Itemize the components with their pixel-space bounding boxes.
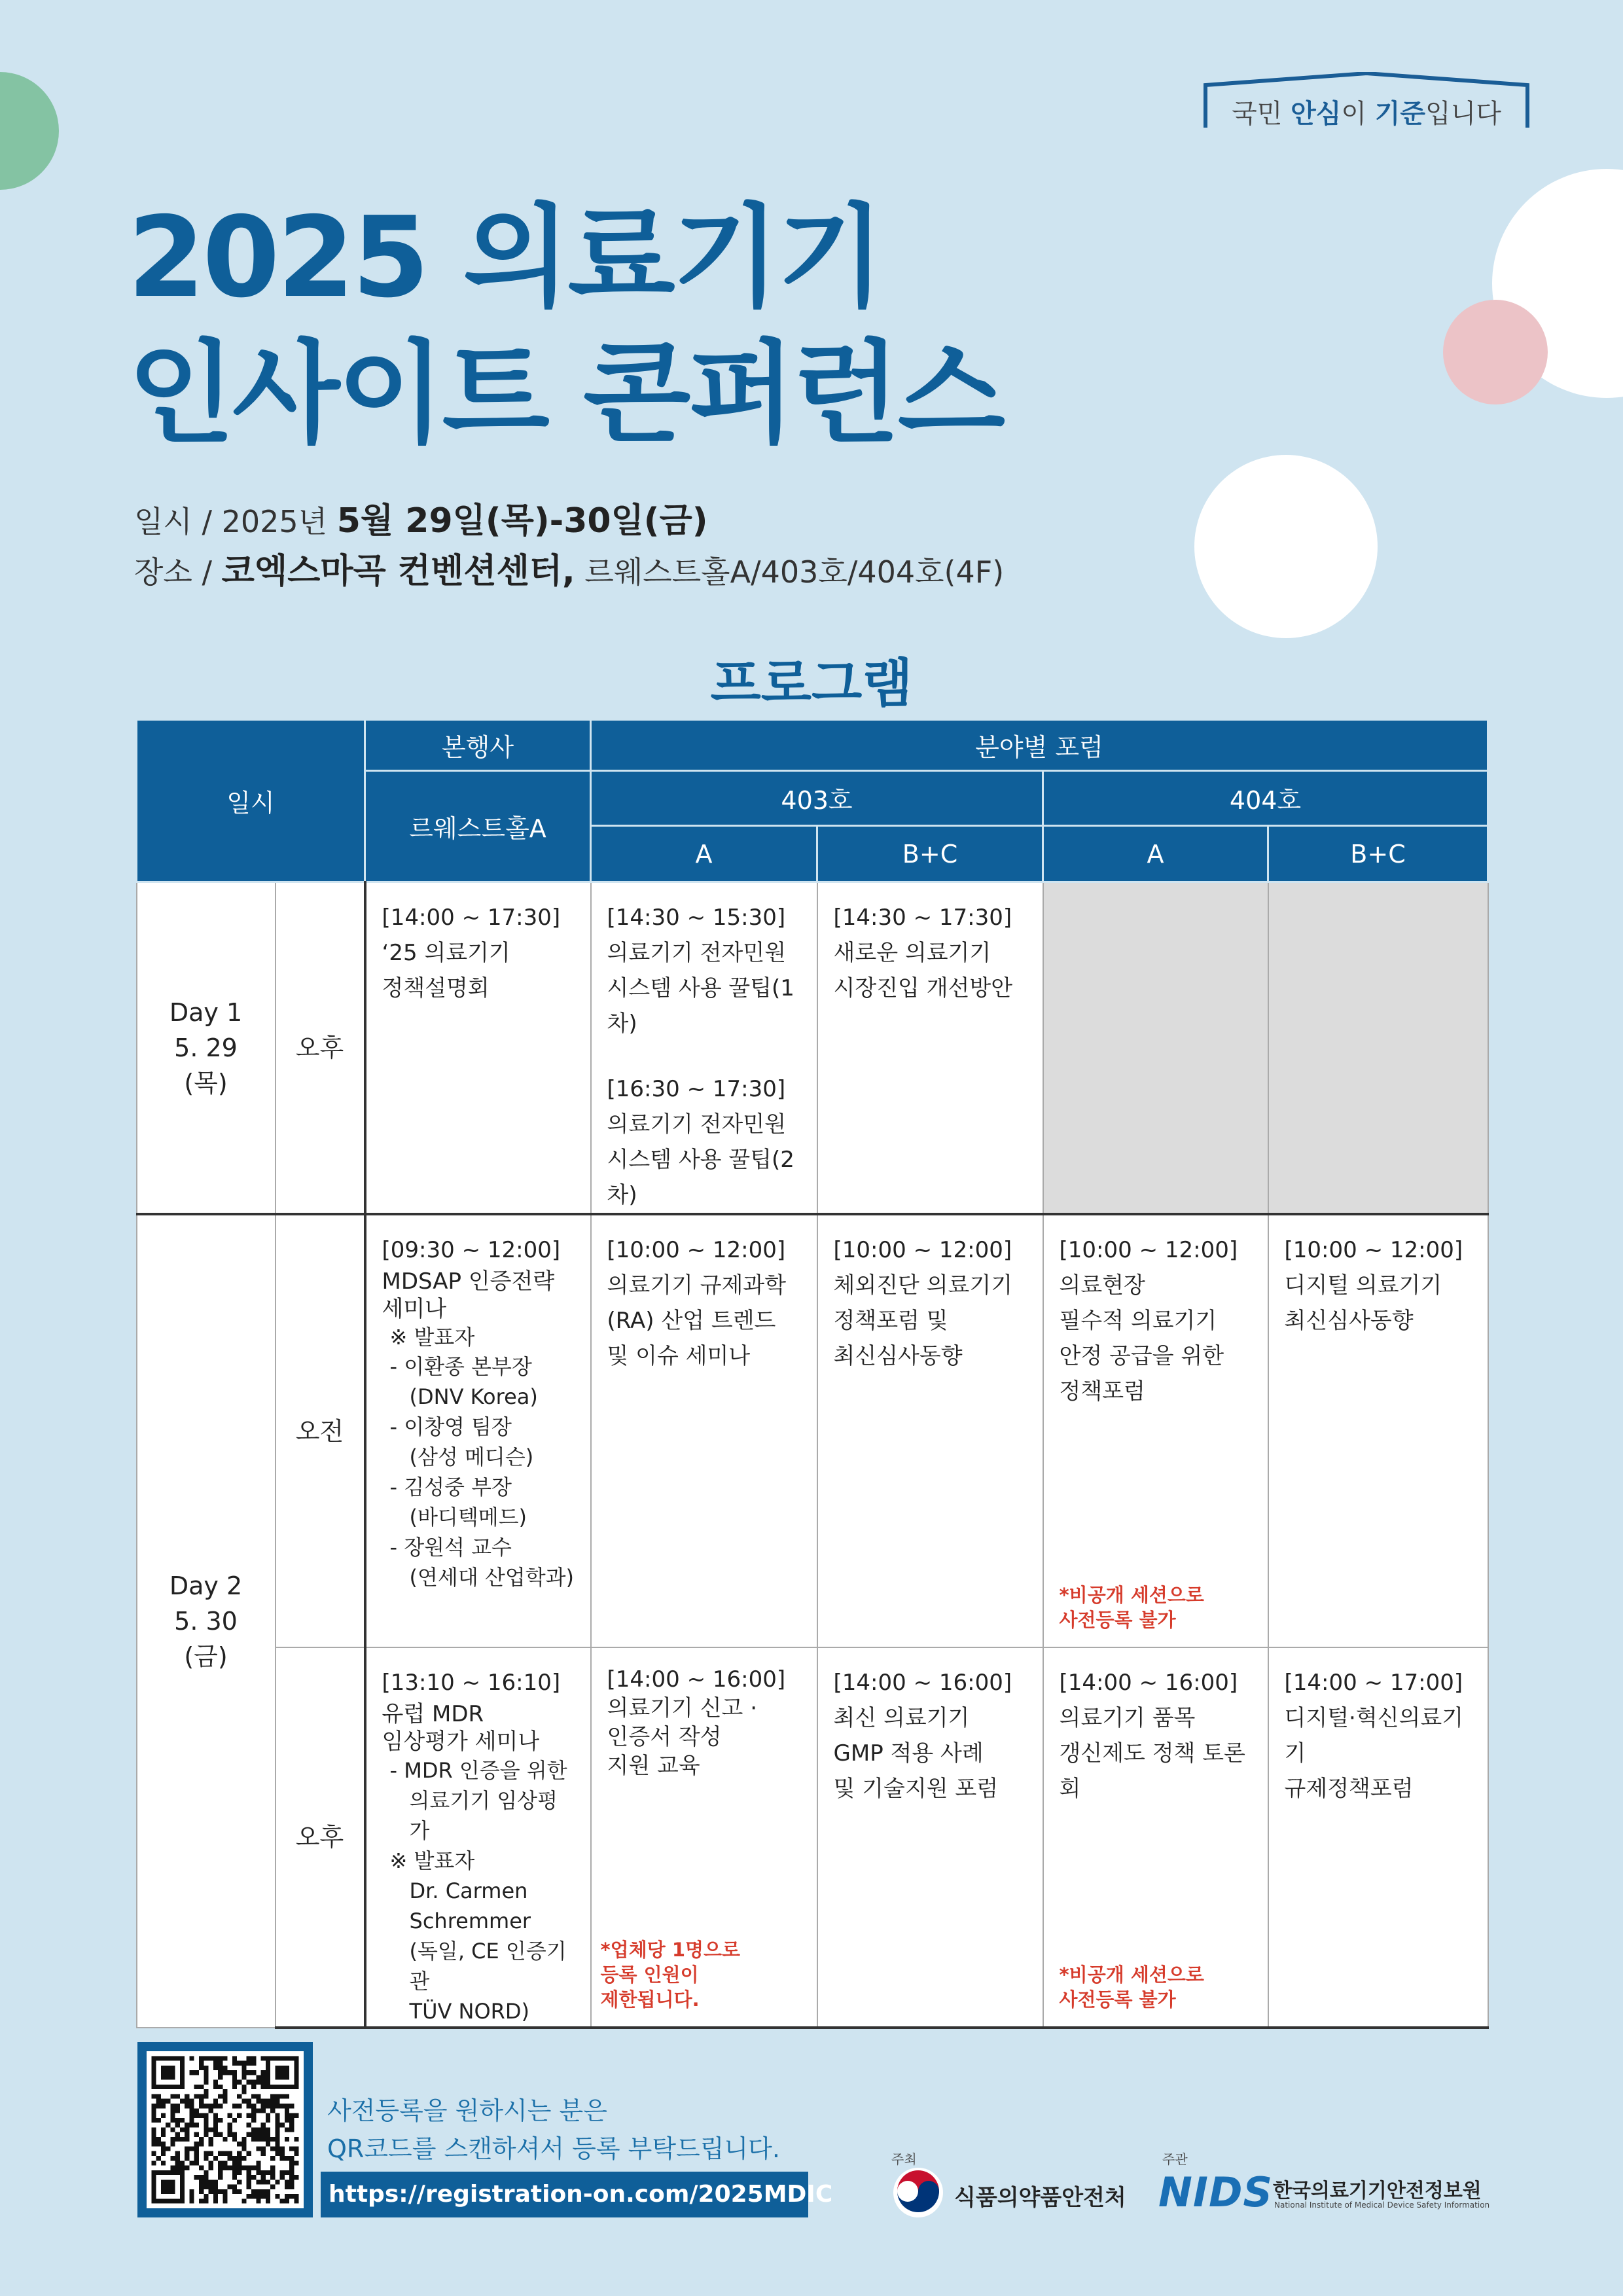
day1-403a-session: [14:30 ~ 15:30] 의료기기 전자민원 시스템 사용 꿀팁(1차) [16:30 ~ 17:30] 의료기기 전자민원 시스템 사용 꿀팁(2차) [591,882,817,1215]
day2-am-403bc-session: [10:00 ~ 12:00] 체외진단 의료기기 정책포럼 및 최신심사동향 [817,1214,1043,1647]
day2-pm-403a-session: [14:00 ~ 16:00] 의료기기 신고 · 인증서 작성 지원 교육 *업체당 1명으로 등록 인원이 제한됩니다. [591,1647,817,2028]
day2-pm-404bc-session: [14:00 ~ 17:00] 디지털·혁신의료기기 규제정책포럼 [1268,1647,1488,2028]
day2-am-404a-session: [10:00 ~ 12:00] 의료현장 필수적 의료기기 안정 공급을 위한 정책포럼 *비공개 세션으로 사전등록 불가 [1043,1214,1268,1647]
day1-period: 오후 [276,882,365,1215]
qr-code-icon [147,2051,304,2208]
limited-registration-note: *업체당 1명으로 등록 인원이 제한됩니다. [600,1939,741,2011]
registration-link[interactable]: https://registration-on.com/2025MDIC [321,2172,808,2217]
decor-circle-green [0,72,59,190]
event-date: 일시 / 2025년 5월 29일(목)-30일(금) [134,501,708,541]
day2-pm-main-session: [13:10 ~ 16:10] 유럽 MDR 임상평가 세미나 - MDR 인증을 위한 의료기기 임상평가 ※ 발표자 Dr. Carmen Schremmer (독일, CE 인증기관 TÜV NORD) [365,1647,591,2028]
nids-logo: NIDS [1158,2168,1274,2216]
host-name: 식품의약품안전처 [954,2185,1126,2211]
day1-404a-empty [1043,882,1268,1215]
day1-404bc-empty [1268,882,1488,1215]
page-title [128,190,1003,462]
decor-circle-pink [1443,300,1548,404]
day2-pm-404a-session: [14:00 ~ 16:00] 의료기기 품목 갱신제도 정책 토론회 *비공개 세션으로 사전등록 불가 [1043,1647,1268,2028]
organizer-name: 한국의료기기안전정보원 [1273,2179,1482,2202]
header-403-a: A [591,826,817,882]
title-line-2: 인사이트 콘퍼런스 [128,329,1003,459]
host-label: 주최 [891,2151,917,2167]
header-main-event: 본행사 [365,720,591,771]
day1-label: Day 1 5. 29 (목) [137,882,276,1215]
registration-instructions: 사전등록을 원하시는 분은 QR코드를 스캔하셔서 등록 부탁드립니다. [327,2096,780,2163]
day2-am-period: 오전 [276,1214,365,1647]
day2-pm-403bc-session: [14:00 ~ 16:00] 최신 의료기기 GMP 적용 사례 및 기술지원 포럼 [817,1647,1043,2028]
event-place: 장소 / 코엑스마곡 컨벤션센터, 르웨스트홀A/403호/404호(4F) [134,552,1005,591]
day2-am-404bc-session: [10:00 ~ 12:00] 디지털 의료기기 최신심사동향 [1268,1214,1488,1647]
header-404-a: A [1043,826,1268,882]
day2-label: Day 2 5. 30 (금) [137,1214,276,2028]
day2-am-403a-session: [10:00 ~ 12:00] 의료기기 규제과학 (RA) 산업 트렌드 및 이슈 세미나 [591,1214,817,1647]
organizer-english-name: National Institute of Medical Device Safety Information [1274,2200,1490,2210]
private-session-note: *비공개 세션으로 사전등록 불가 [1059,1964,1204,2011]
decor-circle-white [1194,455,1378,638]
speaker-4: - 장원석 교수 [389,1535,512,1560]
day2-am-main-session: [09:30 ~ 12:00] MDSAP 인증전략 세미나 ※ 발표자 - 이환종 본부장 (DNV Korea) - 이창영 팀장 (삼성 메디슨) - 김성중 부장 (바디텍메드) - 장원석 교수 (연세대 산업학과) [365,1214,591,1647]
day2-pm-period: 오후 [276,1647,365,2028]
private-session-note: *비공개 세션으로 사전등록 불가 [1059,1584,1204,1631]
header-room-403: 403호 [591,771,1043,826]
slogan [1203,72,1530,131]
program-table [135,719,1489,2029]
header-403-bc: B+C [817,826,1043,882]
title-line-1: 2025 의료기기 [128,193,883,323]
taegeuk-emblem-icon [892,2166,944,2219]
organizer-label: 주관 [1162,2151,1188,2167]
header-forum: 분야별 포럼 [591,720,1488,771]
speaker-2: - 이창영 팀장 [389,1414,512,1439]
slogan-text: 국민 안심이 기준입니다 [1232,99,1501,129]
header-main-hall: 르웨스트홀A [365,771,591,882]
day1-main-session: [14:00 ~ 17:30] ‘25 의료기기 정책설명회 [365,882,591,1215]
speaker-1: - 이환종 본부장 [389,1354,532,1379]
registration-qr-code[interactable] [137,2042,313,2217]
header-404-bc: B+C [1268,826,1488,882]
event-info [134,496,1004,597]
speaker-3: - 김성중 부장 [389,1475,512,1499]
header-room-404: 404호 [1043,771,1488,826]
program-heading: 프로그램 [710,653,913,714]
header-date: 일시 [137,720,365,882]
day1-403bc-session: [14:30 ~ 17:30] 새로운 의료기기 시장진입 개선방안 [817,882,1043,1215]
